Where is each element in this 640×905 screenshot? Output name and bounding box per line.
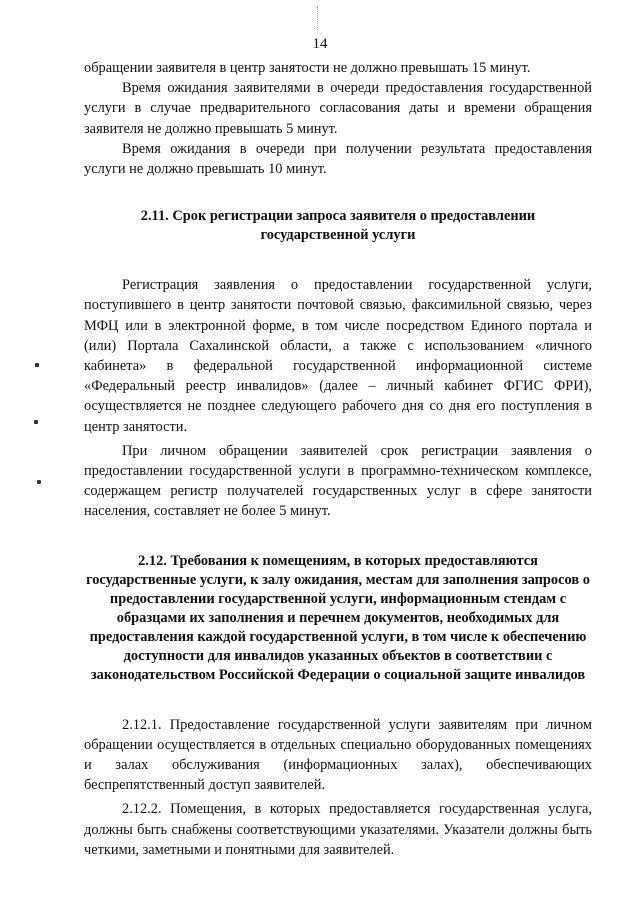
scan-fold-line bbox=[317, 6, 318, 30]
scan-artifact bbox=[37, 480, 41, 484]
section-heading-2-12: 2.12. Требования к помещениям, в которых предоставляются государственные услуги, к залу ожидания, местам для заполнения запросов о предоставлении государственной услуги, информационным стендам с образцами их заполнения и перечнем документов, необходимых для предоставления каждой государственной услуги, в том числе к обеспечению доступности для инвалидов указанных объектов в соответствии с законодательством Российской Федерации о социальной защите инвалидов bbox=[86, 552, 590, 683]
paragraph: Регистрация заявления о предоставлении государственной услуги, поступившего в центр занятости почтовой связью, факсимильной связью, через МФЦ или в электронной форме, в том числе посредством Единого портала и (или) Портала Сахалинской области, а также с использованием «личного кабинета» в федеральной государственной информационной системе «Федеральный реестр инвалидов» (далее – личный кабинет ФГИС ФРИ), осуществляется не позднее следующего рабочего дня со дня его поступления в центр занятости. bbox=[84, 277, 592, 435]
paragraph: Время ожидания заявителями в очереди предоставления государственной услуги в случае предварительного согласования даты и времени обращения заявителя не должно превышать 5 минут. bbox=[84, 80, 592, 137]
scan-artifact bbox=[34, 420, 38, 424]
paragraph: Время ожидания в очереди при получении результата предоставления услуги не должно превышать 10 минут. bbox=[84, 140, 592, 178]
scan-artifact bbox=[35, 363, 39, 367]
page-number: 14 bbox=[312, 36, 328, 52]
paragraph: 2.12.2. Помещения, в которых предоставляется государственная услуга, должны быть снабжены соответствующими указателями. Указатели должны быть четкими, заметными и понятными для заявителей. bbox=[84, 801, 592, 858]
paragraph: обращении заявителя в центр занятости не должно превышать 15 минут. bbox=[84, 60, 531, 76]
document-body bbox=[84, 58, 592, 860]
paragraph: 2.12.1. Предоставление государственной услуги заявителям при личном обращении осуществляется в отдельных специально оборудованных помещениях и залах обслуживания (информационных залах), обеспечивающих беспрепятственный доступ заявителей. bbox=[84, 716, 592, 794]
section-heading-2-11: 2.11. Срок регистрации запроса заявителя о предоставлении государственной услуги bbox=[140, 208, 536, 244]
paragraph: При личном обращении заявителей срок регистрации заявления о предоставлении государственной услуги в программно-техническом комплексе, содержащем регистр получателей государственных услуг в сфере занятости населения, составляет не более 5 минут. bbox=[84, 442, 592, 520]
